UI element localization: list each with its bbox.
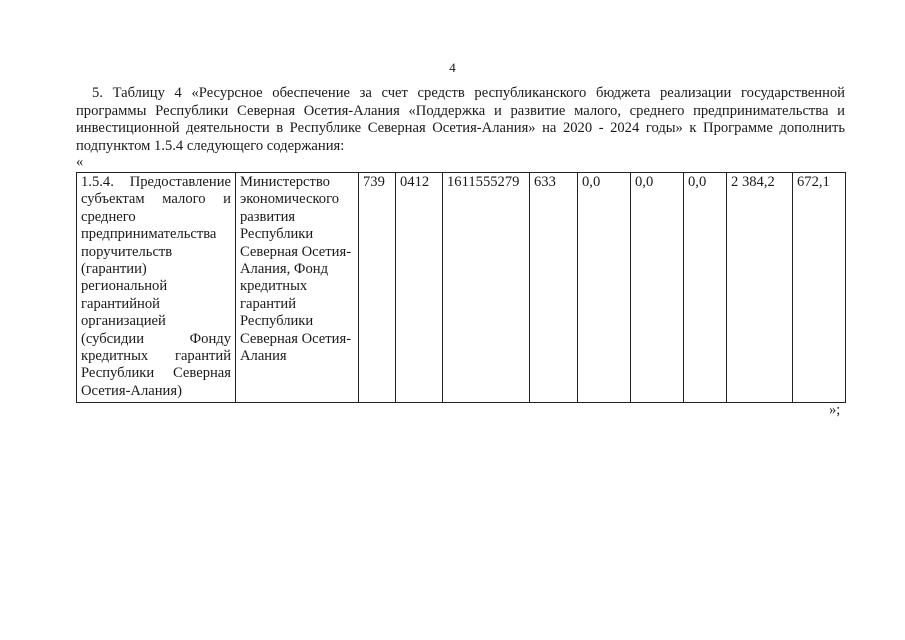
executor-cell: Министерство экономического развития Республики Северная Осетия-Алания, Фонд кредитных гарантий Республики Северная Осетия-Алания <box>236 173 359 403</box>
page-number: 4 <box>449 60 456 75</box>
year-2020-cell: 0,0 <box>578 173 631 403</box>
measure-name-cell: 1.5.4. Предоставление субъектам малого и среднего предпринимательства поручительств (гарантии) региональной гарантийной организацией (субсидии Фонду кредитных гарантий Республики Северная Осетия-Алания) <box>77 173 236 403</box>
grbs-code-cell: 739 <box>359 173 396 403</box>
rzpr-code-cell: 0412 <box>396 173 443 403</box>
year-2022-cell: 0,0 <box>684 173 727 403</box>
opening-quote: « <box>76 154 84 170</box>
year-2023-cell: 2 384,2 <box>727 173 793 403</box>
csr-code-cell: 1611555279 <box>443 173 530 403</box>
vr-code-cell: 633 <box>530 173 578 403</box>
year-2024-cell: 672,1 <box>793 173 846 403</box>
closing-quote: »; <box>829 402 841 418</box>
amendment-paragraph: 5. Таблицу 4 «Ресурсное обеспечение за счет средств республиканского бюджета реализации государственной программы Республики Северная Осетия-Алания «Поддержка и развитие малого, среднего предпринимательства и инвестиционной деятельности в Республике Северная Осетия-Алания» на 2020 - 2024 годы» к Программе дополнить подпунктом 1.5.4 следующего содержания: <box>76 85 845 154</box>
resource-table <box>76 172 846 403</box>
table-row <box>77 173 846 403</box>
year-2021-cell: 0,0 <box>631 173 684 403</box>
